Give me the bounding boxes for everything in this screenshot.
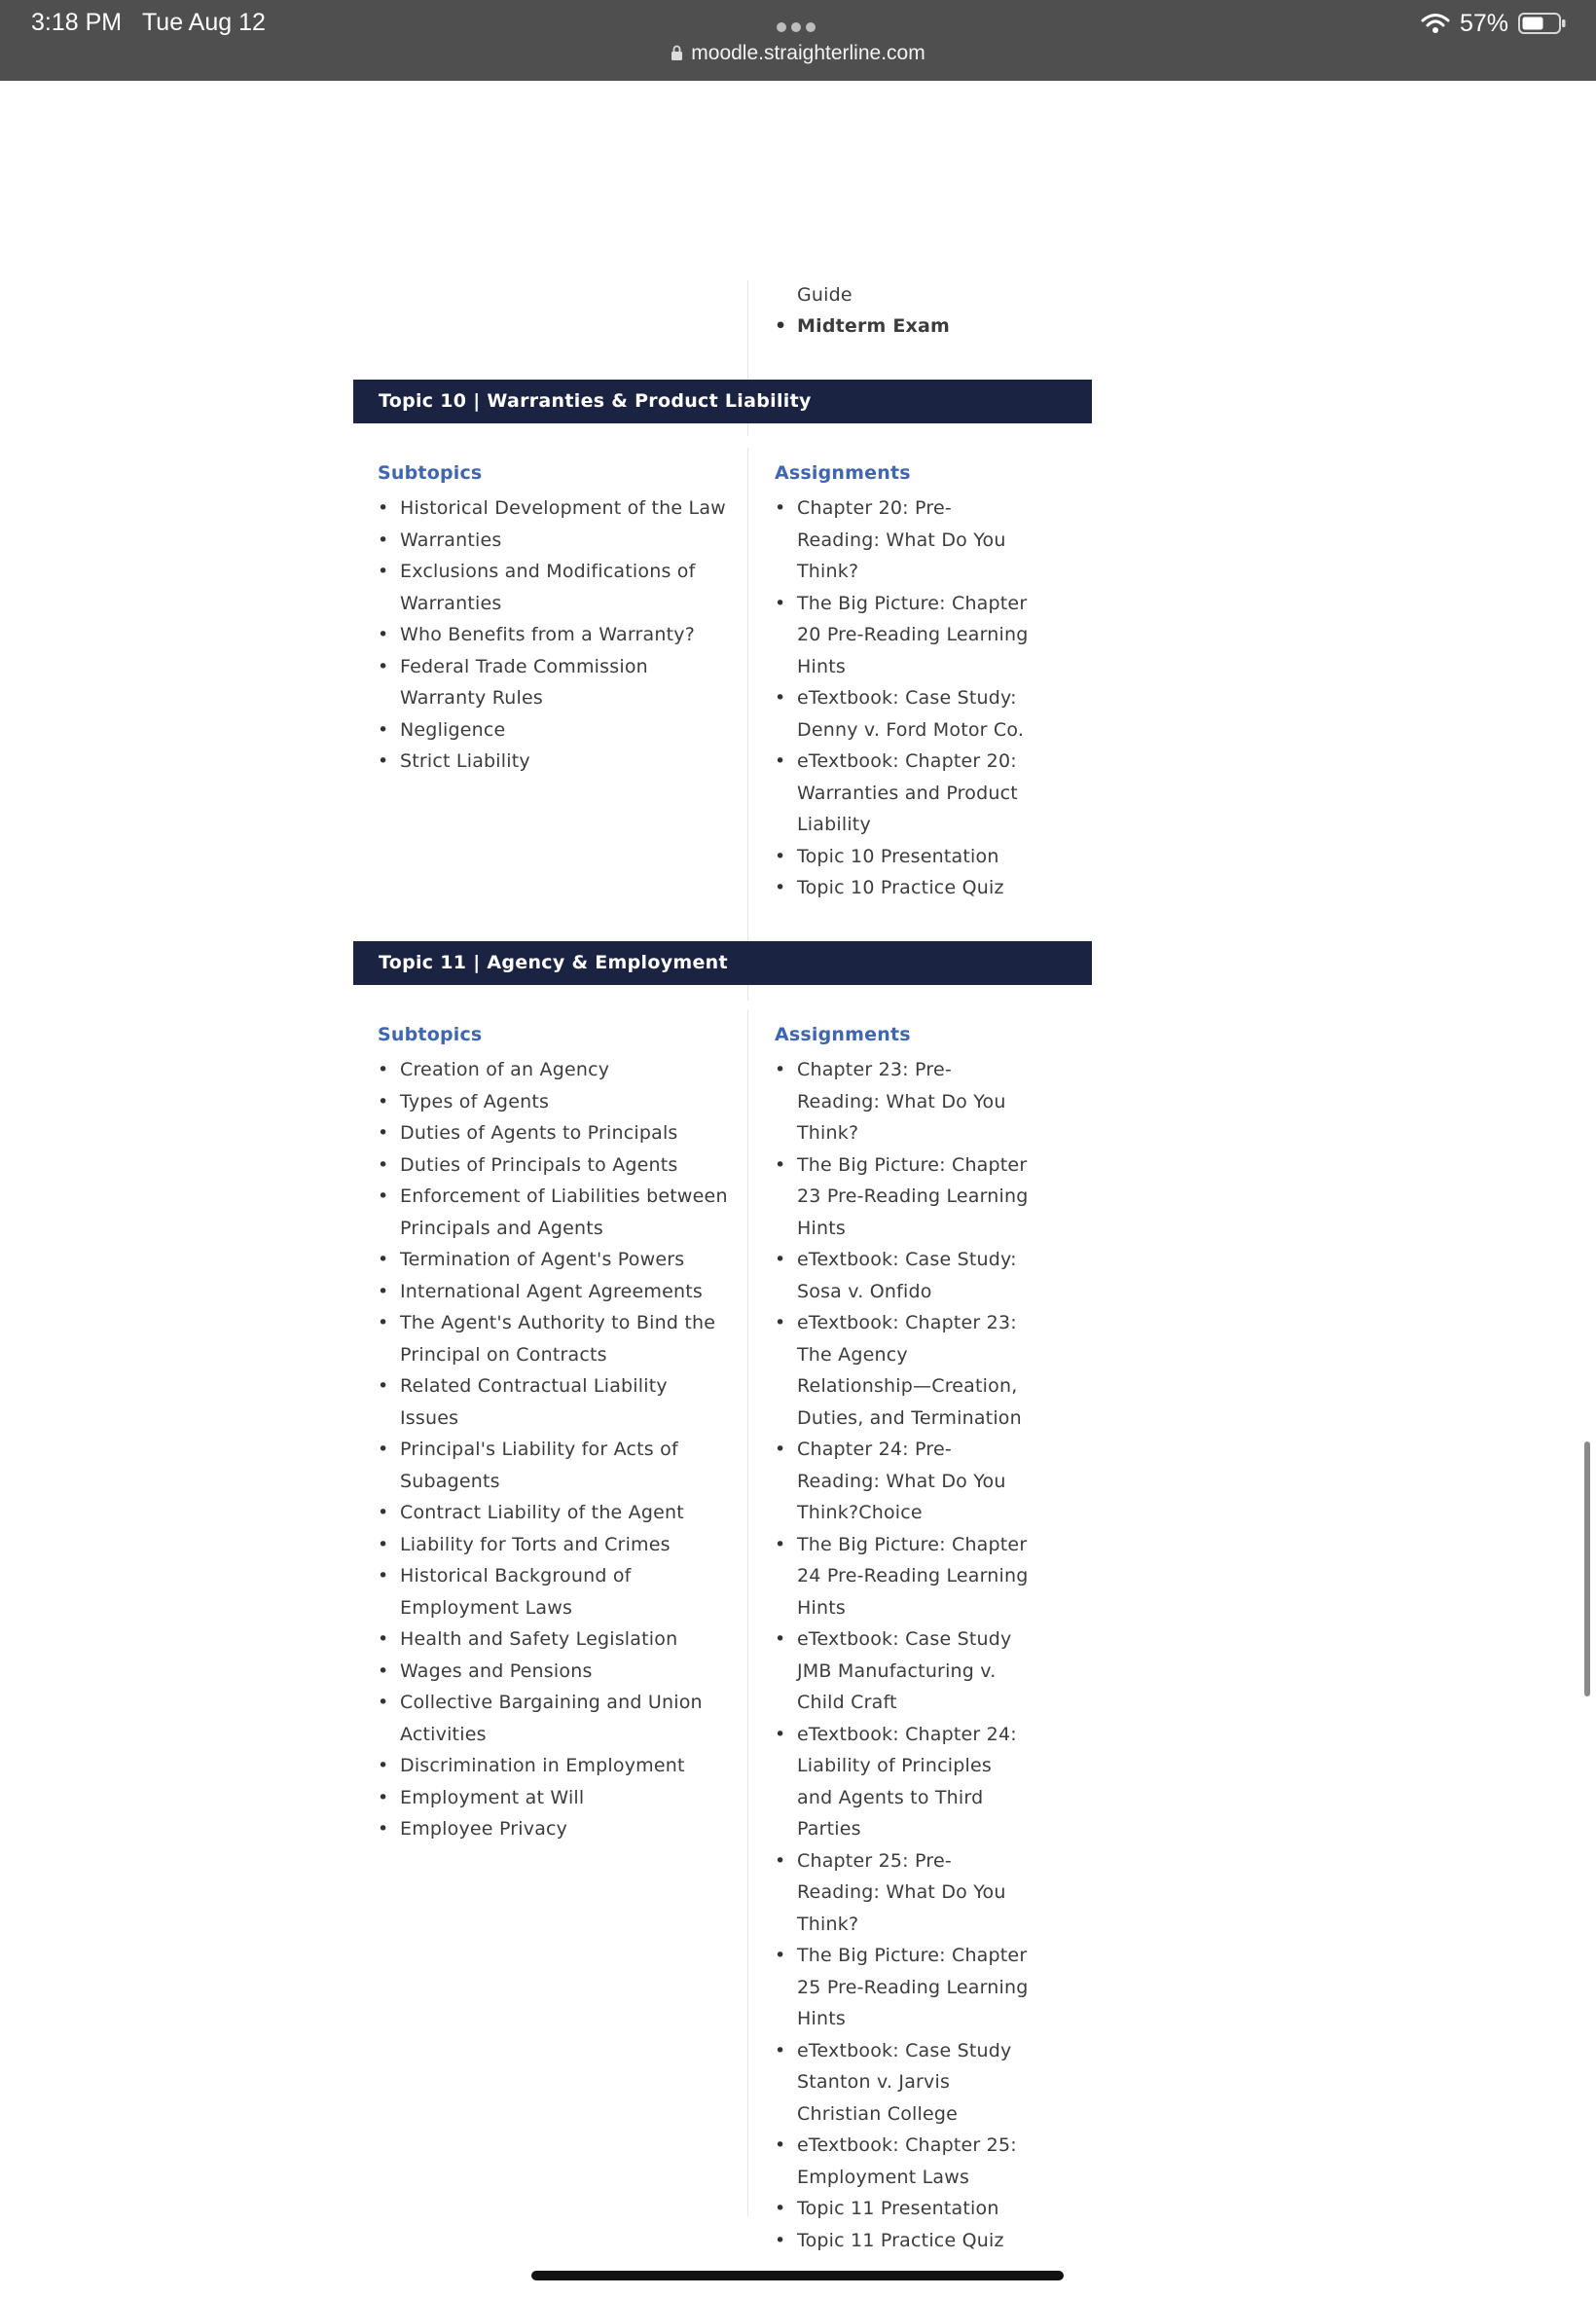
topic-11-assignment-link[interactable]: • eTextbook: Chapter 23: The Agency Relationship—Creation, Duties, and Termination bbox=[775, 1307, 1030, 1434]
topic-10-subtopics-list bbox=[378, 492, 728, 778]
topic-10-subtopic-item: • Strict Liability bbox=[378, 746, 728, 778]
topic-10-subtopic-item: • Federal Trade Commission Warranty Rules bbox=[378, 651, 728, 714]
topic-11-assignments-heading: Assignments bbox=[775, 1024, 911, 1045]
topic-11-subtopic-item: • Liability for Torts and Crimes bbox=[378, 1529, 728, 1561]
previous-topic-assignments bbox=[775, 310, 1086, 343]
previous-assignment-continuation: Guide bbox=[797, 284, 852, 306]
battery-percent: 57% bbox=[1459, 9, 1508, 37]
address-bar[interactable] bbox=[0, 42, 1596, 65]
topic-11-subtopic-item: • Duties of Principals to Agents bbox=[378, 1149, 728, 1182]
topic-11-subtopic-item: • The Agent's Authority to Bind the Principal on Contracts bbox=[378, 1307, 728, 1370]
topic-11-subtopic-item: • Creation of an Agency bbox=[378, 1054, 728, 1086]
topic-11-assignment-link[interactable]: • eTextbook: Chapter 25: Employment Laws bbox=[775, 2130, 1030, 2193]
topic-11-assignment-link[interactable]: • Chapter 25: Pre-Reading: What Do You Think? bbox=[775, 1845, 1030, 1941]
topic-10-assignments-heading: Assignments bbox=[775, 462, 911, 484]
topic-11-body bbox=[353, 1009, 1092, 2251]
topic-11-assignment-link[interactable]: • eTextbook: Chapter 24: Liability of Principles and Agents to Third Parties bbox=[775, 1719, 1030, 1845]
topic-11-subtopic-item: • Wages and Pensions bbox=[378, 1656, 728, 1688]
status-right bbox=[1421, 8, 1567, 39]
topic-11-assignment-link[interactable]: • eTextbook: Case Study Stanton v. Jarvis Christian College bbox=[775, 2035, 1030, 2131]
topic-11-assignment-link[interactable]: • The Big Picture: Chapter 25 Pre-Reading Learning Hints bbox=[775, 1940, 1030, 2035]
topic-10-assignment-link[interactable]: • Chapter 20: Pre-Reading: What Do You Think? bbox=[775, 492, 1030, 588]
topic-11-header: Topic 11 | Agency & Employment bbox=[353, 941, 1092, 985]
topic-10-subtopic-item: • Who Benefits from a Warranty? bbox=[378, 619, 728, 651]
midterm-exam-link[interactable]: • Midterm Exam bbox=[775, 310, 1086, 343]
topic-11-assignment-link[interactable]: • Topic 11 Presentation bbox=[775, 2193, 1030, 2225]
lock-icon bbox=[671, 45, 683, 61]
status-time: 3:18 PM bbox=[31, 9, 123, 36]
browser-status-bar bbox=[0, 0, 1596, 81]
topic-11-subtopic-item: • Employment at Will bbox=[378, 1782, 728, 1814]
topic-11-subtopics-list bbox=[378, 1054, 728, 1845]
topic-10-assignment-link[interactable]: • eTextbook: Case Study: Denny v. Ford Motor Co. bbox=[775, 682, 1030, 746]
battery-icon bbox=[1518, 12, 1567, 35]
topic-10-subtopics-heading: Subtopics bbox=[378, 462, 483, 484]
home-indicator[interactable] bbox=[531, 2271, 1064, 2280]
topic-11-assignment-link[interactable]: • eTextbook: Case Study: Sosa v. Onfido bbox=[775, 1244, 1030, 1307]
topic-11-subtopic-item: • Contract Liability of the Agent bbox=[378, 1497, 728, 1529]
topic-11-assignment-link[interactable]: • The Big Picture: Chapter 24 Pre-Reading Learning Hints bbox=[775, 1529, 1030, 1624]
topic-10-subtopic-item: • Negligence bbox=[378, 714, 728, 747]
topic-11-assignment-link[interactable]: • Chapter 24: Pre-Reading: What Do You Think?Choice bbox=[775, 1434, 1030, 1529]
topic-11-subtopic-item: • Termination of Agent's Powers bbox=[378, 1244, 728, 1276]
course-syllabus-page bbox=[0, 81, 1596, 2297]
topic-10-assignment-link[interactable]: • Topic 10 Presentation bbox=[775, 841, 1030, 873]
topic-11-subtopic-item: • Health and Safety Legislation bbox=[378, 1623, 728, 1656]
url-text: moodle.straighterline.com bbox=[691, 42, 925, 64]
topic-10-assignment-link[interactable]: • eTextbook: Chapter 20: Warranties and Product Liability bbox=[775, 746, 1030, 841]
topic-11-assignment-link[interactable]: • Topic 11 Practice Quiz bbox=[775, 2225, 1030, 2257]
topic-11-divider bbox=[747, 1009, 748, 2216]
topic-11-subtopic-item: • Related Contractual Liability Issues bbox=[378, 1370, 728, 1434]
page-scrollbar[interactable] bbox=[1584, 1441, 1590, 1696]
topic-10-divider bbox=[747, 448, 748, 1001]
topic-10-subtopic-item: • Warranties bbox=[378, 525, 728, 557]
status-time-date bbox=[31, 9, 266, 37]
topic-10-subtopic-item: • Exclusions and Modifications of Warranties bbox=[378, 556, 728, 619]
topic-11-subtopic-item: • Historical Background of Employment Laws bbox=[378, 1560, 728, 1623]
topic-11-subtopic-item: • International Agent Agreements bbox=[378, 1276, 728, 1308]
topic-11-subtopic-item: • Types of Agents bbox=[378, 1086, 728, 1118]
topic-10-assignment-link[interactable]: • Topic 10 Practice Quiz bbox=[775, 872, 1030, 904]
topic-10-assignment-link[interactable]: • The Big Picture: Chapter 20 Pre-Reading Learning Hints bbox=[775, 588, 1030, 683]
more-dots-icon[interactable] bbox=[777, 18, 821, 29]
topic-11-assignment-link[interactable]: • The Big Picture: Chapter 23 Pre-Reading Learning Hints bbox=[775, 1149, 1030, 1245]
topic-11-assignment-link[interactable]: • eTextbook: Case Study JMB Manufacturing v. Child Craft bbox=[775, 1623, 1030, 1719]
topic-11-subtopic-item: • Collective Bargaining and Union Activities bbox=[378, 1687, 728, 1750]
topic-11-assignments-list bbox=[775, 1054, 1030, 2256]
topic-10-header: Topic 10 | Warranties & Product Liability bbox=[353, 380, 1092, 423]
topic-10-assignments-list bbox=[775, 492, 1030, 904]
topic-11-assignment-link[interactable]: • Chapter 23: Pre-Reading: What Do You Think? bbox=[775, 1054, 1030, 1149]
status-date: Tue Aug 12 bbox=[141, 9, 266, 36]
topic-11-subtopic-item: • Duties of Agents to Principals bbox=[378, 1117, 728, 1149]
topic-11-subtopics-heading: Subtopics bbox=[378, 1024, 483, 1045]
topic-10-body bbox=[353, 448, 1092, 1001]
topic-11-subtopic-item: • Principal's Liability for Acts of Subagents bbox=[378, 1434, 728, 1497]
topic-11-subtopic-item: • Enforcement of Liabilities between Principals and Agents bbox=[378, 1181, 728, 1244]
wifi-icon bbox=[1421, 13, 1450, 34]
topic-10-subtopic-item: • Historical Development of the Law bbox=[378, 492, 728, 525]
topic-11-subtopic-item: • Employee Privacy bbox=[378, 1813, 728, 1845]
topic-11-subtopic-item: • Discrimination in Employment bbox=[378, 1750, 728, 1782]
